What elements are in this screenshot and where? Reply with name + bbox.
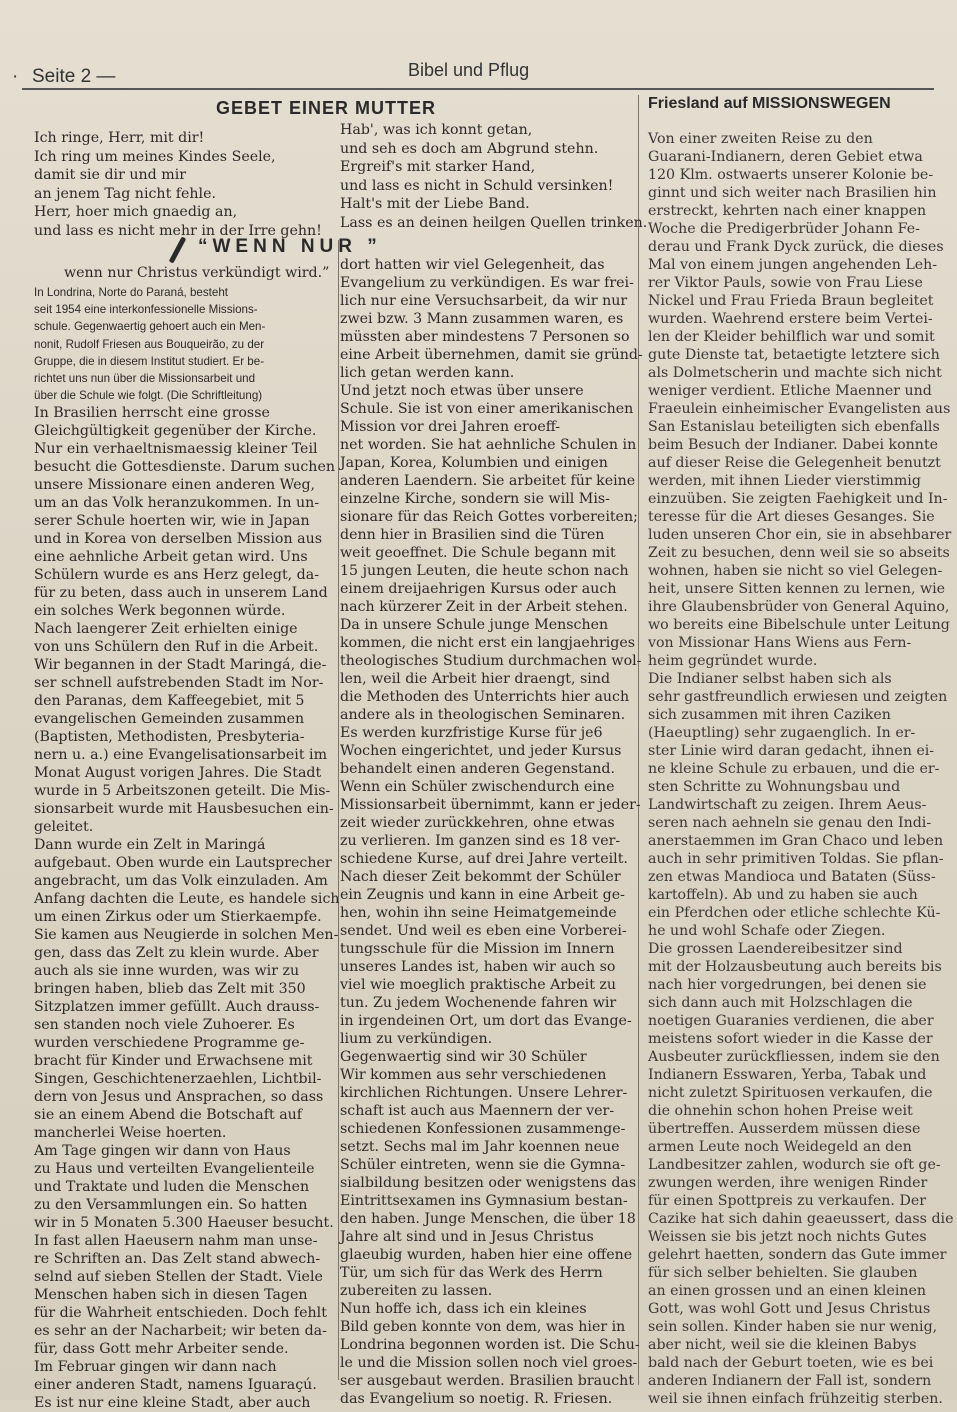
article-line: In fast allen Haeusern nahm man unse- <box>34 1233 318 1249</box>
sidebar-line: für sich selber behielten. Sie glauben <box>648 1265 918 1281</box>
article-line: net worden. Sie hat aehnliche Schulen in <box>340 437 637 453</box>
article-line: evangelischen Gemeinden zusammen <box>34 711 305 727</box>
article-line: Sitzplatzen immer gefüllt. Auch drauss- <box>34 999 320 1015</box>
sidebar-line: Ausbeuter zurückfliessen, indem sie den <box>648 1049 940 1065</box>
article-line: Londrina begonnen worden ist. Die Schu- <box>340 1337 640 1353</box>
article-line: kirchlichen Richtungen. Unsere Lehrer- <box>340 1085 628 1101</box>
article-line: sendet. Und weil es eben eine Vorberei- <box>340 923 627 939</box>
article-line: Schülern wurde es ans Herz gelegt, da- <box>34 567 320 583</box>
article-line: behandelt einen anderen Gegenstand. <box>340 761 615 777</box>
article-line: wurden verschiedene Programme ge- <box>34 1035 305 1051</box>
article-line: unsere Missionare einen anderen Weg, <box>34 477 316 493</box>
sidebar-article <box>648 130 953 1408</box>
sidebar-line: ster Linie wird daran gedacht, ihnen ei- <box>648 743 935 759</box>
article-line: Monat August vorigen Jahres. Die Stadt <box>34 765 322 781</box>
sidebar-line: als Dolmetscherin und machte sich nicht <box>648 365 942 381</box>
sidebar-line: gute Dienste tat, betaetigte letztere sich <box>648 347 940 363</box>
sidebar-line: ein Pferdchen oder etliche schlechte Kü- <box>648 905 941 921</box>
sidebar-line: auch in sehr primitiven Toldas. Sie pflan- <box>648 851 944 867</box>
article-line: wir in 5 Monaten 5.300 Haeuser besucht. <box>34 1215 334 1231</box>
intro-line: In Londrina, Norte do Paraná, besteht <box>34 286 229 299</box>
article-line: hen, wohin ihn seine Heimatgemeinde <box>340 905 617 921</box>
article-line: anderen Laendern. Sie arbeitet für keine <box>340 473 636 489</box>
article-column-1 <box>34 404 340 1412</box>
article-line: lich nur eine Versuchsarbeit, da wir nur <box>340 293 628 309</box>
article-line: wenn nur Christus verkündigt wird.” <box>64 265 330 281</box>
article-line: Eintrittsexamen ins Gymnasium bestan- <box>340 1193 628 1209</box>
article-line: den haben. Junge Menschen, die über 18 <box>340 1211 636 1227</box>
article-line: eine Arbeit übernehmen, damit sie gründ- <box>340 347 643 363</box>
sidebar-line: aber nicht, weil sie die kleinen Babys <box>648 1337 917 1353</box>
sidebar-line: ihre Glaubensbrüder von General Aquino, <box>648 599 950 615</box>
sidebar-line: ne kleine Schule zu erbauen, und die er- <box>648 761 940 777</box>
article-line: lium zu verkündigen. <box>340 1031 493 1047</box>
intro-line: Gruppe, die in diesem Institut studiert. Er be- <box>34 354 265 368</box>
article-line: re Schriften an. Das Zelt stand abwech- <box>34 1251 321 1267</box>
sidebar-title: Friesland auf MISSIONSWEGEN <box>648 95 891 112</box>
article-line: Jahre alt sind und in Jesus Christus <box>340 1229 594 1245</box>
sidebar-line: sich dann auch mit Holzschlagen die <box>648 995 913 1011</box>
article-line: ein Zeugnis und kann in eine Arbeit ge- <box>340 887 625 903</box>
article-line: sen standen noch viele Zuhoerer. Es <box>34 1017 295 1033</box>
article-line: 15 jungen Leuten, die heute schon nach <box>340 563 629 579</box>
article-line: schiedenen Konfessionen zusammenge- <box>340 1121 626 1137</box>
article-line: nern u. a.) eine Evangelisationsarbeit im <box>34 747 328 763</box>
sidebar-line: für einen Spottpreis zu verkaufen. Der <box>648 1193 926 1209</box>
article-line: schiedene Kurse, auf drei Jahre verteilt. <box>340 851 628 867</box>
sidebar-line: an einen grossen und an einen kleinen <box>648 1283 927 1299</box>
article-line: Gleichgültigkeit gegenüber der Kirche. <box>34 423 317 439</box>
article-line: lich getan werden kann. <box>340 365 515 381</box>
article-line: müssten aber mindestens 7 Personen so <box>340 329 630 345</box>
sidebar-line: wohnen, haben sie nicht so viel Gelegen- <box>648 563 943 579</box>
article-line: das Evangelium so noetig. R. Friesen. <box>340 1391 613 1407</box>
sidebar-line: nach hier vorgedrungen, bei denen sie <box>648 977 927 993</box>
sidebar-line: noetigen Guaranies verdienen, die aber <box>648 1013 934 1029</box>
sidebar-line: Indianern Esswaren, Yerba, Tabak und <box>648 1067 927 1083</box>
article-line: zu den Versammlungen ein. So hatten <box>34 1197 308 1213</box>
article-line: den Paranas, dem Kaffeegebiet, mit 5 <box>34 693 305 709</box>
article-line: für die Wahrheit entschieden. Doch fehlt <box>34 1305 327 1321</box>
poem-line: und seh es doch am Abgrund stehn. <box>340 140 599 157</box>
sidebar-line: zen etwas Mandioca und Bataten (Süss- <box>648 869 936 885</box>
sidebar-line: Landbesitzer zahlen, wodurch sie oft ge- <box>648 1157 941 1173</box>
sidebar-line: (Haeuptling) sehr zugaenglich. In er- <box>648 725 916 741</box>
sidebar-line: sich zusammen mit ihren Caziken <box>648 707 891 723</box>
article-line: von uns Schülern den Ruf in die Arbeit. <box>34 639 319 655</box>
article-line: tungsschule für die Mission im Innern <box>340 941 615 957</box>
sidebar-line: nicht zuletzt Spirituosen verkaufen, die <box>648 1085 933 1101</box>
sidebar-line: heit, unsere Sitten kennen zu lernen, wie <box>648 581 946 597</box>
sidebar-line: Zeit zu besuchen, denn weil sie so abseits <box>648 545 950 561</box>
article-line: Gegenwaertig sind wir 30 Schüler <box>340 1049 587 1065</box>
article-line: Es werden kurzfristige Kurse für je6 <box>340 725 603 741</box>
poem-line: Lass es an deinen heilgen Quellen trinken. <box>340 214 648 231</box>
article-line: zu Haus und verteilten Evangelienteile <box>34 1161 315 1177</box>
article-title: “WENN NUR ” <box>198 236 382 257</box>
article-line: serer Schule hoerten wir, wie in Japan <box>34 513 310 529</box>
article-line: Anfang dachten die Leute, es handele sich <box>34 891 340 907</box>
intro-line: über die Schule wie folgt. (Die Schriftleitung) <box>34 389 263 403</box>
sidebar-line: bald nach der Geburt toeten, wie es bei <box>648 1355 934 1371</box>
article-line: weit geoeffnet. Die Schule begann mit <box>340 545 616 561</box>
article-line: Es ist nur eine kleine Stadt, aber auch <box>34 1395 311 1411</box>
article-line: und Traktate und luden die Menschen <box>34 1179 310 1195</box>
article-line: Sie kamen aus Neugierde in solchen Men- <box>34 927 339 943</box>
article-line: denn hier in Brasilien sind die Türen <box>340 527 605 543</box>
article-line: eine aehnliche Arbeit getan wird. Uns <box>34 549 308 565</box>
page-header <box>0 58 957 92</box>
sidebar-line: Von einer zweiten Reise zu den <box>648 131 873 147</box>
article-line: theologisches Studium durchmachen wol- <box>340 653 642 669</box>
article-line: zubereiten zu lassen. <box>340 1283 493 1299</box>
poem-line: und lass es nicht mehr in der Irre gehn! <box>34 222 322 239</box>
article-line: Und jetzt noch etwas über unsere <box>340 383 584 399</box>
article-line: Nur ein verhaeltnismaessig kleiner Teil <box>34 441 318 457</box>
article-line: sialbildung besitzen oder wenigstens das <box>340 1175 637 1191</box>
article-line: kommen, die nicht erst ein langjaehriges <box>340 635 636 651</box>
page-number-text: Seite 2 — <box>32 66 116 87</box>
article-line: zu verlieren. Im ganzen sind es 18 ver- <box>340 833 621 849</box>
sidebar-line: heim gegründet wurde. <box>648 653 818 669</box>
article-line: Bild geben konnte von dem, was hier in <box>340 1319 626 1335</box>
article-line: Schule. Sie ist von einer amerikanischen <box>340 401 634 417</box>
article-lead-line <box>64 264 329 282</box>
sidebar-line: weniger verdient. Etliche Maenner und <box>648 383 932 399</box>
sidebar-line: die ohnehin schon hohen Preise weit <box>648 1103 913 1119</box>
poem-left-stanza <box>34 129 322 240</box>
article-line: sionare für das Reich Gottes vorbereiten; <box>340 509 638 525</box>
bullet-mark: · <box>12 66 19 87</box>
article-line: ser ausgebaut werden. Brasilien braucht <box>340 1373 635 1389</box>
article-intro <box>34 284 265 404</box>
article-line: und in Korea von derselben Mission aus <box>34 531 322 547</box>
article-line: aufgebaut. Oben wurde ein Lautsprecher <box>34 855 332 871</box>
intro-line: richtet uns nun über die Missionsarbeit und <box>34 371 256 385</box>
article-line: Missionsarbeit übernimmt, kann er jeder- <box>340 797 641 813</box>
article-line: für, dass Gott mehr Arbeiter sende. <box>34 1341 289 1357</box>
article-line: setzt. Sechs mal im Jahr koennen neue <box>340 1139 620 1155</box>
article-line: unseres Landes ist, haben wir auch so <box>340 959 616 975</box>
article-line: um an das Volk heranzukommen. In un- <box>34 495 320 511</box>
article-line: Nun hoffe ich, dass ich ein kleines <box>340 1301 587 1317</box>
poem-line: Ergreif's mit starker Hand, <box>340 159 536 175</box>
article-line: zeit wieder zurückkehren, ohne etwas <box>340 815 615 831</box>
poem-line: Ich ring um meines Kindes Seele, <box>34 148 276 165</box>
intro-line: nonit, Rudolf Friesen aus Bouqueirão, zu der <box>34 337 265 351</box>
sidebar-line: Mal von einem jungen angehenden Leh- <box>648 257 938 273</box>
sidebar-line: weil sie ihnen einfach frühzeitig sterben. <box>648 1391 943 1407</box>
article-line: die Methoden des Unterrichts hier auch <box>340 689 630 705</box>
sidebar-line: Fraeulein einheimischer Evangelisten aus <box>648 401 951 417</box>
poem-line: und lass es nicht in Schuld versinken! <box>340 177 614 194</box>
sidebar-line: übertreffen. Ausserdem müssen diese <box>648 1121 921 1137</box>
article-line: Schüler eintreten, wenn sie die Gymna- <box>340 1157 626 1173</box>
article-line: Am Tage gingen wir dann von Haus <box>34 1143 291 1159</box>
sidebar-line: erstreckt, kehrten nach einer knappen <box>648 203 927 219</box>
article-line: Menschen haben sich in diesen Tagen <box>34 1287 308 1303</box>
sidebar-line: meistens sofort wieder in die Kasse der <box>648 1031 933 1047</box>
article-line: zwei bzw. 3 Mann zusammen waren, es <box>340 311 624 327</box>
page-number <box>12 66 116 88</box>
sidebar-line: sten Schritte zu Wohnungsbau und <box>648 779 901 795</box>
article-line: auch als sie inne wurden, was wir zu <box>34 963 300 979</box>
poem-line: damit sie dir und mir <box>34 167 187 183</box>
sidebar-line: sehr gastfreundlich erwiesen und zeigten <box>648 689 948 705</box>
sidebar-line: teresse für die Art dieses Gesanges. Sie <box>648 509 935 525</box>
sidebar-line: zwungen werden, ihre wenigen Rinder <box>648 1175 928 1191</box>
article-line: Tür, um sich für das Werk des Herrn <box>340 1265 603 1281</box>
sidebar-line: beim Besuch der Indianer. Dabei konnte <box>648 437 939 453</box>
sidebar-line: San Estanislau beteiligten sich ebenfalls <box>648 419 940 435</box>
sidebar-line: he und wohl Schafe oder Ziegen. <box>648 923 886 939</box>
sidebar-line: ginnt und sich weiter nach Brasilien hin <box>648 185 937 201</box>
running-title: Bibel und Pflug <box>408 60 530 80</box>
article-line: wurde in 5 Arbeitszonen geteilt. Die Mis- <box>34 783 331 799</box>
article-line: einzelne Kirche, sondern sie will Mis- <box>340 491 610 507</box>
article-line: mancherlei Weise hoerten. <box>34 1125 227 1141</box>
article-line: Da in unsere Schule junge Menschen <box>340 617 609 633</box>
sidebar-line: anderen Indianern der Fall ist, sondern <box>648 1373 932 1389</box>
article-line: schaft ist auch aus Maennern der ver- <box>340 1103 615 1119</box>
header-rule <box>22 88 934 90</box>
article-line: bracht für Kinder und Erwachsene mit <box>34 1053 313 1069</box>
sidebar-line: von Missionar Hans Wiens aus Fern- <box>648 635 912 651</box>
article-line: Wir kommen aus sehr verschiedenen <box>340 1067 607 1083</box>
article-line: für zu beten, dass auch in unserem Land <box>34 585 328 601</box>
article-line: viel wie moeglich praktische Arbeit zu <box>340 977 617 993</box>
article-line: Japan, Korea, Kolumbien und einigen <box>340 455 608 471</box>
article-line: ein solches Werk begonnen würde. <box>34 603 286 619</box>
sidebar-line: Cazike hat sich dahin geaeussert, dass die <box>648 1211 954 1227</box>
sidebar-line: sein sollen. Kinder haben sie nur wenig, <box>648 1319 938 1335</box>
article-line: (Baptisten, Methodisten, Presbyteria- <box>34 729 305 745</box>
sidebar-line: Guarani-Indianern, deren Gebiet etwa <box>648 149 923 165</box>
article-line: glaeubig wurden, haben hier eine offene <box>340 1247 633 1263</box>
article-line: in irgendeinen Ort, um dort das Evange- <box>340 1013 632 1029</box>
article-line: dort hatten wir viel Gelegenheit, das <box>340 257 605 273</box>
sidebar-line: kartoffeln). Ab und zu haben sie auch <box>648 887 918 903</box>
article-line: Wochen eingerichtet, und jeder Kursus <box>340 743 622 759</box>
article-line: geleitet. <box>34 819 94 835</box>
article-line: um einen Zirkus oder um Stierkaempfe. <box>34 909 322 925</box>
article-line: Nach dieser Zeit bekommt der Schüler <box>340 869 621 885</box>
article-line: sie an einem Abend die Botschaft auf <box>34 1107 303 1123</box>
sidebar-line: gelehrt haetten, sondern das Gute immer <box>648 1247 947 1263</box>
sidebar-line: derau und Frank Dyck zurück, die dieses <box>648 239 944 255</box>
article-line: Wir begannen in der Stadt Maringá, die- <box>34 657 327 673</box>
sidebar-line: auf dieser Reise die Gelegenheit benutzt <box>648 455 941 471</box>
article-column-2 <box>340 256 643 1408</box>
article-line: selnd auf sieben Stellen der Stadt. Viele <box>34 1269 323 1285</box>
article-line: Nach laengerer Zeit erhielten einige <box>34 621 298 637</box>
article-line: angebracht, um das Volk einzuladen. Am <box>34 873 328 889</box>
article-line: le und die Mission sollen noch viel groes- <box>340 1355 638 1371</box>
slash-mark <box>169 236 187 263</box>
article-line: tun. Zu jedem Wochenende fahren wir <box>340 995 617 1011</box>
sidebar-line: Gott, was wohl Gott und Jesus Christus <box>648 1301 931 1317</box>
sidebar-line: Nickel und Frau Frieda Braun begleitet <box>648 293 934 309</box>
article-line: Singen, Geschichtenerzaehlen, Lichtbil- <box>34 1071 322 1087</box>
poem-line: Herr, hoer mich gnaedig an, <box>34 204 238 220</box>
poem-line: Ich ringe, Herr, mit dir! <box>34 130 205 146</box>
sidebar-line: Landwirtschaft zu zeigen. Ihrem Aeus- <box>648 797 927 813</box>
sidebar-line: einzuüben. Sie zeigten Faehigkeit und In- <box>648 491 948 507</box>
poem-line: an jenem Tag nicht fehle. <box>34 185 217 202</box>
article-line: einem dreijaehrigen Kursus oder auch <box>340 581 617 597</box>
sidebar-line: Die grossen Laendereibesitzer sind <box>648 941 903 957</box>
sidebar-line: rer Viktor Pauls, sowie von Frau Liese <box>648 275 923 291</box>
poem-title: GEBET EINER MUTTER <box>216 98 437 118</box>
article-line: einer anderen Stadt, namens Iguaraçú. <box>34 1377 317 1393</box>
sidebar-line: wo bereits eine Bibelschule unter Leitung <box>648 617 950 633</box>
article-line: Wenn ein Schüler zwischendurch eine <box>340 779 615 795</box>
article-line: andere als in theologischen Seminaren. <box>340 707 626 723</box>
article-line: es sehr an der Nacharbeit; wir beten da- <box>34 1323 327 1339</box>
sidebar-line: Die Indianer selbst haben sich als <box>648 671 892 687</box>
poem-line: Halt's mit der Liebe Band. <box>340 196 530 212</box>
article-line: Evangelium zu verkündigen. Es war frei- <box>340 275 634 291</box>
article-line: Dann wurde ein Zelt in Maringá <box>34 837 266 853</box>
article-line: Im Februar gingen wir dann nach <box>34 1359 277 1375</box>
sidebar-line: armen Leute noch Weidegeld an den <box>648 1139 912 1155</box>
article-line: ser schnell aufstrebenden Stadt im Nor- <box>34 675 324 691</box>
sidebar-line: Woche die Predigerbrüder Johann Fe- <box>648 221 920 237</box>
sidebar-line: luden unseren Chor ein, sie in absehbarer <box>648 527 952 543</box>
article-line: nach kürzerer Zeit in der Arbeit stehen. <box>340 599 628 615</box>
article-line: besucht die Gottesdienste. Darum suchen <box>34 459 335 475</box>
sidebar-line: Weissen sie bis jetzt noch nichts Gutes <box>648 1229 927 1245</box>
intro-line: schule. Gegenwaertig gehoert auch ein Men- <box>34 320 266 334</box>
article-line: dern von Jesus und Ansprachen, so dass <box>34 1089 324 1105</box>
sidebar-line: seren nach aehneln sie genau den Indi- <box>648 815 932 831</box>
poem-right-stanza <box>340 121 647 232</box>
article-line: gen, dass das Zelt zu klein wurde. Aber <box>34 945 319 961</box>
poem-line: Hab', was ich konnt getan, <box>340 122 533 138</box>
article-line: sionsarbeit wurde mit Hausbesuchen ein- <box>34 801 334 817</box>
article-line: bringen haben, blieb das Zelt mit 350 <box>34 981 306 997</box>
sidebar-line: wurden. Waehrend erstere beim Vertei- <box>648 311 933 327</box>
article-line: In Brasilien herrscht eine grosse <box>34 405 270 421</box>
sidebar-line: len der Kleider behilflich war und somit <box>648 329 935 345</box>
article-line: len, weil die Arbeit hier draengt, sind <box>340 671 611 687</box>
intro-line: seit 1954 eine interkonfessionelle Missions- <box>34 303 258 317</box>
sidebar-line: werden, mit ihnen Lieder vierstimmig <box>648 473 921 489</box>
sidebar-line: mit der Holzausbeutung auch bereits bis <box>648 959 942 975</box>
sidebar-line: anerstaemmen im Gran Chaco und leben <box>648 833 944 849</box>
sidebar-line: 120 Klm. ostwaerts unserer Kolonie be- <box>648 167 934 183</box>
article-line: Mission vor drei Jahren eroeff- <box>340 419 561 435</box>
